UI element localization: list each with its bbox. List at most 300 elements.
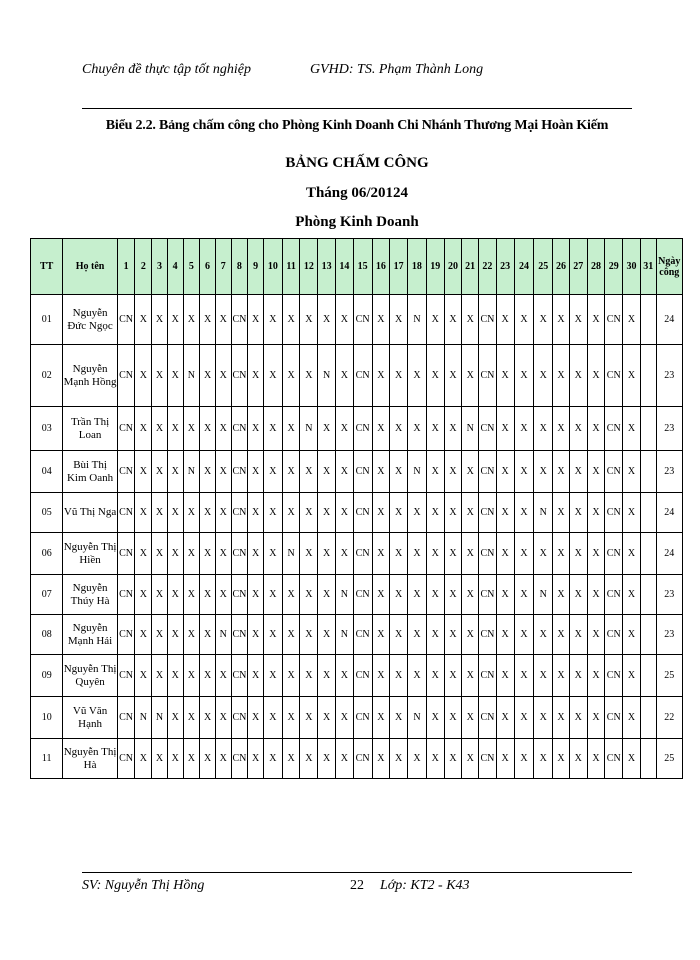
- attendance-mark: N: [534, 493, 553, 533]
- employee-name: Nguyễn Thúy Hà: [63, 575, 117, 615]
- attendance-mark: X: [587, 493, 605, 533]
- attendance-mark: X: [183, 533, 200, 575]
- employee-name: Vũ Văn Hạnh: [63, 697, 117, 739]
- attendance-mark: X: [300, 739, 318, 779]
- attendance-mark: X: [183, 655, 200, 697]
- attendance-mark: X: [444, 739, 462, 779]
- attendance-mark: X: [152, 345, 168, 407]
- attendance-mark: X: [462, 655, 479, 697]
- attendance-mark: X: [623, 533, 641, 575]
- attendance-mark: X: [408, 739, 427, 779]
- attendance-mark: X: [587, 615, 605, 655]
- column-header-day: 10: [263, 239, 282, 295]
- column-header-day: 4: [167, 239, 183, 295]
- attendance-mark: [640, 533, 656, 575]
- attendance-mark: X: [444, 493, 462, 533]
- attendance-mark: X: [426, 575, 444, 615]
- employee-name: Vũ Thị Nga: [63, 493, 117, 533]
- attendance-mark: X: [263, 697, 282, 739]
- row-number: 04: [31, 451, 63, 493]
- attendance-mark: X: [553, 345, 570, 407]
- attendance-mark: X: [248, 451, 264, 493]
- attendance-mark: X: [426, 295, 444, 345]
- attendance-mark: X: [200, 407, 216, 451]
- attendance-mark: X: [335, 493, 353, 533]
- attendance-mark: X: [372, 615, 390, 655]
- attendance-mark: X: [390, 407, 408, 451]
- row-number: 10: [31, 697, 63, 739]
- attendance-mark: X: [462, 615, 479, 655]
- attendance-mark: X: [534, 697, 553, 739]
- attendance-mark: X: [215, 451, 231, 493]
- attendance-mark: N: [318, 345, 336, 407]
- attendance-mark: X: [514, 345, 534, 407]
- attendance-mark: X: [587, 345, 605, 407]
- attendance-mark: X: [514, 493, 534, 533]
- attendance-mark: X: [390, 697, 408, 739]
- workday-total: 23: [656, 345, 682, 407]
- attendance-mark: X: [623, 451, 641, 493]
- employee-name: Nguyễn Mạnh Hải: [63, 615, 117, 655]
- attendance-mark: X: [282, 407, 300, 451]
- attendance-mark: X: [496, 493, 514, 533]
- column-header-day: 17: [390, 239, 408, 295]
- row-number: 11: [31, 739, 63, 779]
- attendance-mark: X: [263, 575, 282, 615]
- attendance-mark: X: [534, 655, 553, 697]
- column-header-day: 7: [215, 239, 231, 295]
- attendance-mark: N: [335, 615, 353, 655]
- attendance-mark: X: [496, 739, 514, 779]
- attendance-mark: X: [135, 655, 152, 697]
- table-row: [31, 615, 683, 655]
- attendance-mark: X: [496, 575, 514, 615]
- attendance-mark: X: [426, 533, 444, 575]
- table-row: [31, 655, 683, 697]
- attendance-mark: X: [569, 493, 587, 533]
- attendance-mark: CN: [605, 345, 623, 407]
- attendance-mark: X: [263, 295, 282, 345]
- attendance-mark: X: [426, 655, 444, 697]
- attendance-mark: X: [215, 493, 231, 533]
- attendance-mark: N: [215, 615, 231, 655]
- attendance-mark: CN: [117, 407, 135, 451]
- attendance-mark: X: [215, 697, 231, 739]
- attendance-mark: X: [569, 575, 587, 615]
- attendance-mark: N: [462, 407, 479, 451]
- attendance-mark: N: [183, 345, 200, 407]
- attendance-mark: X: [587, 697, 605, 739]
- attendance-mark: X: [426, 451, 444, 493]
- footer-student: SV: Nguyễn Thị Hồng: [82, 878, 205, 893]
- attendance-mark: CN: [353, 295, 372, 345]
- attendance-mark: X: [372, 655, 390, 697]
- attendance-mark: X: [372, 345, 390, 407]
- attendance-mark: X: [300, 345, 318, 407]
- attendance-mark: X: [444, 451, 462, 493]
- table-row: [31, 739, 683, 779]
- attendance-mark: X: [200, 345, 216, 407]
- attendance-mark: X: [514, 295, 534, 345]
- attendance-mark: X: [444, 295, 462, 345]
- attendance-mark: X: [390, 295, 408, 345]
- attendance-mark: X: [390, 615, 408, 655]
- column-header-day: 24: [514, 239, 534, 295]
- attendance-mark: CN: [353, 697, 372, 739]
- attendance-mark: X: [444, 345, 462, 407]
- attendance-mark: N: [135, 697, 152, 739]
- attendance-mark: X: [200, 697, 216, 739]
- attendance-mark: CN: [117, 615, 135, 655]
- attendance-mark: CN: [605, 697, 623, 739]
- attendance-mark: X: [318, 295, 336, 345]
- attendance-mark: X: [534, 739, 553, 779]
- column-header-day: 25: [534, 239, 553, 295]
- attendance-mark: X: [282, 493, 300, 533]
- attendance-mark: X: [167, 533, 183, 575]
- table-row: [31, 493, 683, 533]
- table-row: [31, 345, 683, 407]
- attendance-mark: CN: [231, 655, 248, 697]
- footer-class: Lớp: KT2 - K43: [380, 878, 470, 893]
- attendance-mark: X: [282, 295, 300, 345]
- workday-total: 25: [656, 655, 682, 697]
- attendance-mark: X: [426, 493, 444, 533]
- attendance-mark: X: [587, 451, 605, 493]
- attendance-mark: X: [587, 655, 605, 697]
- attendance-mark: X: [462, 493, 479, 533]
- attendance-mark: X: [167, 575, 183, 615]
- column-header-day: 27: [569, 239, 587, 295]
- attendance-mark: X: [152, 615, 168, 655]
- attendance-mark: X: [553, 615, 570, 655]
- attendance-mark: X: [152, 451, 168, 493]
- attendance-mark: [640, 739, 656, 779]
- attendance-mark: X: [553, 575, 570, 615]
- attendance-mark: X: [587, 739, 605, 779]
- attendance-mark: X: [514, 451, 534, 493]
- attendance-mark: X: [390, 575, 408, 615]
- attendance-mark: X: [200, 655, 216, 697]
- attendance-mark: X: [534, 615, 553, 655]
- attendance-mark: X: [408, 615, 427, 655]
- attendance-mark: X: [462, 295, 479, 345]
- attendance-mark: X: [135, 533, 152, 575]
- workday-total: 23: [656, 407, 682, 451]
- attendance-mark: X: [335, 345, 353, 407]
- attendance-mark: N: [335, 575, 353, 615]
- attendance-mark: X: [534, 295, 553, 345]
- attendance-mark: CN: [353, 407, 372, 451]
- attendance-mark: X: [282, 615, 300, 655]
- attendance-mark: X: [263, 493, 282, 533]
- employee-name: Trần Thị Loan: [63, 407, 117, 451]
- attendance-mark: CN: [117, 533, 135, 575]
- attendance-mark: N: [534, 575, 553, 615]
- attendance-mark: X: [200, 533, 216, 575]
- workday-total: 25: [656, 739, 682, 779]
- column-header-day: 31: [640, 239, 656, 295]
- attendance-mark: X: [300, 697, 318, 739]
- row-number: 09: [31, 655, 63, 697]
- attendance-mark: X: [200, 295, 216, 345]
- attendance-mark: CN: [231, 533, 248, 575]
- attendance-mark: N: [152, 697, 168, 739]
- attendance-mark: X: [408, 407, 427, 451]
- attendance-mark: X: [462, 575, 479, 615]
- attendance-mark: X: [390, 493, 408, 533]
- attendance-mark: X: [390, 345, 408, 407]
- attendance-mark: CN: [117, 451, 135, 493]
- attendance-mark: CN: [117, 575, 135, 615]
- attendance-mark: X: [167, 451, 183, 493]
- attendance-mark: X: [534, 345, 553, 407]
- attendance-mark: X: [200, 615, 216, 655]
- attendance-mark: X: [152, 407, 168, 451]
- table-caption: Biểu 2.2. Bảng chấm công cho Phòng Kinh Doanh Chi Nhánh Thương Mại Hoàn Kiếm: [105, 118, 609, 133]
- column-header-tt: TT: [31, 239, 63, 295]
- attendance-mark: N: [282, 533, 300, 575]
- attendance-mark: X: [514, 615, 534, 655]
- attendance-mark: CN: [605, 407, 623, 451]
- attendance-mark: CN: [479, 697, 497, 739]
- attendance-mark: X: [215, 407, 231, 451]
- attendance-mark: CN: [479, 739, 497, 779]
- attendance-mark: X: [444, 615, 462, 655]
- attendance-mark: CN: [605, 739, 623, 779]
- attendance-mark: X: [623, 615, 641, 655]
- attendance-mark: X: [390, 655, 408, 697]
- workday-total: 24: [656, 533, 682, 575]
- attendance-mark: X: [248, 575, 264, 615]
- attendance-mark: X: [426, 739, 444, 779]
- attendance-mark: CN: [479, 407, 497, 451]
- attendance-mark: X: [263, 451, 282, 493]
- attendance-mark: X: [282, 451, 300, 493]
- employee-name: Bùi Thị Kim Oanh: [63, 451, 117, 493]
- attendance-mark: X: [408, 345, 427, 407]
- attendance-mark: X: [248, 407, 264, 451]
- column-header-day: 5: [183, 239, 200, 295]
- attendance-mark: X: [200, 451, 216, 493]
- attendance-mark: CN: [231, 493, 248, 533]
- attendance-mark: X: [553, 451, 570, 493]
- row-number: 05: [31, 493, 63, 533]
- attendance-mark: CN: [479, 575, 497, 615]
- attendance-mark: CN: [353, 345, 372, 407]
- attendance-mark: CN: [605, 615, 623, 655]
- attendance-mark: X: [200, 575, 216, 615]
- attendance-mark: X: [587, 533, 605, 575]
- attendance-mark: X: [623, 493, 641, 533]
- attendance-mark: X: [623, 655, 641, 697]
- column-header-day: 8: [231, 239, 248, 295]
- attendance-mark: X: [553, 407, 570, 451]
- attendance-mark: X: [426, 697, 444, 739]
- attendance-mark: X: [135, 575, 152, 615]
- attendance-mark: CN: [117, 655, 135, 697]
- row-number: 06: [31, 533, 63, 575]
- attendance-mark: X: [569, 655, 587, 697]
- attendance-mark: X: [183, 407, 200, 451]
- attendance-mark: X: [167, 493, 183, 533]
- attendance-mark: X: [569, 295, 587, 345]
- attendance-mark: X: [587, 295, 605, 345]
- attendance-mark: X: [426, 407, 444, 451]
- attendance-mark: X: [335, 295, 353, 345]
- attendance-mark: X: [248, 615, 264, 655]
- attendance-mark: X: [300, 451, 318, 493]
- attendance-mark: X: [300, 655, 318, 697]
- attendance-mark: X: [444, 655, 462, 697]
- attendance-mark: CN: [353, 575, 372, 615]
- attendance-mark: X: [496, 533, 514, 575]
- attendance-mark: CN: [605, 295, 623, 345]
- employee-name: Nguyễn Thị Quyên: [63, 655, 117, 697]
- attendance-mark: N: [408, 295, 427, 345]
- attendance-mark: X: [444, 697, 462, 739]
- attendance-mark: X: [623, 345, 641, 407]
- attendance-mark: X: [408, 655, 427, 697]
- workday-total: 24: [656, 295, 682, 345]
- attendance-mark: X: [390, 739, 408, 779]
- attendance-mark: X: [390, 533, 408, 575]
- footer-page-number: 22: [350, 878, 364, 893]
- workday-total: 23: [656, 575, 682, 615]
- attendance-mark: X: [248, 655, 264, 697]
- attendance-mark: X: [553, 655, 570, 697]
- attendance-mark: CN: [353, 615, 372, 655]
- attendance-mark: CN: [117, 295, 135, 345]
- attendance-mark: CN: [117, 345, 135, 407]
- attendance-mark: X: [496, 697, 514, 739]
- attendance-mark: X: [318, 655, 336, 697]
- column-header-day: 6: [200, 239, 216, 295]
- attendance-mark: X: [534, 451, 553, 493]
- attendance-mark: CN: [605, 451, 623, 493]
- attendance-mark: X: [534, 533, 553, 575]
- attendance-mark: X: [248, 345, 264, 407]
- attendance-mark: X: [135, 295, 152, 345]
- attendance-mark: X: [318, 575, 336, 615]
- attendance-mark: X: [569, 407, 587, 451]
- attendance-mark: X: [372, 493, 390, 533]
- attendance-mark: X: [282, 575, 300, 615]
- row-number: 02: [31, 345, 63, 407]
- attendance-mark: CN: [231, 697, 248, 739]
- attendance-mark: X: [215, 295, 231, 345]
- attendance-mark: [640, 345, 656, 407]
- column-header-total: Ngày công: [656, 239, 682, 295]
- attendance-mark: X: [183, 575, 200, 615]
- column-header-day: 3: [152, 239, 168, 295]
- attendance-mark: X: [335, 451, 353, 493]
- attendance-mark: X: [514, 575, 534, 615]
- attendance-mark: X: [569, 345, 587, 407]
- attendance-mark: CN: [479, 533, 497, 575]
- attendance-mark: [640, 451, 656, 493]
- attendance-mark: CN: [117, 739, 135, 779]
- table-row: [31, 451, 683, 493]
- column-header-day: 28: [587, 239, 605, 295]
- attendance-mark: X: [183, 493, 200, 533]
- attendance-mark: X: [553, 697, 570, 739]
- attendance-mark: X: [300, 493, 318, 533]
- attendance-mark: X: [135, 615, 152, 655]
- column-header-day: 14: [335, 239, 353, 295]
- attendance-mark: [640, 295, 656, 345]
- attendance-mark: X: [215, 345, 231, 407]
- attendance-mark: X: [569, 451, 587, 493]
- attendance-mark: X: [215, 575, 231, 615]
- attendance-mark: CN: [231, 345, 248, 407]
- attendance-mark: X: [318, 615, 336, 655]
- attendance-mark: CN: [479, 451, 497, 493]
- workday-total: 22: [656, 697, 682, 739]
- attendance-mark: X: [444, 533, 462, 575]
- attendance-mark: X: [569, 697, 587, 739]
- attendance-mark: CN: [353, 493, 372, 533]
- attendance-mark: CN: [605, 493, 623, 533]
- attendance-mark: X: [152, 533, 168, 575]
- attendance-mark: X: [135, 345, 152, 407]
- attendance-mark: X: [135, 451, 152, 493]
- attendance-mark: X: [462, 451, 479, 493]
- attendance-mark: X: [496, 615, 514, 655]
- attendance-mark: X: [514, 533, 534, 575]
- attendance-mark: X: [372, 295, 390, 345]
- attendance-mark: X: [335, 739, 353, 779]
- page-header: [82, 58, 632, 82]
- attendance-mark: CN: [231, 295, 248, 345]
- attendance-mark: X: [282, 345, 300, 407]
- attendance-mark: X: [263, 407, 282, 451]
- column-header-day: 22: [479, 239, 497, 295]
- attendance-mark: [640, 655, 656, 697]
- attendance-mark: X: [318, 697, 336, 739]
- attendance-mark: X: [200, 493, 216, 533]
- table-header-row: [31, 239, 683, 295]
- attendance-mark: X: [167, 697, 183, 739]
- table-row: [31, 575, 683, 615]
- column-header-day: 2: [135, 239, 152, 295]
- workday-total: 23: [656, 451, 682, 493]
- attendance-mark: X: [587, 575, 605, 615]
- attendance-mark: X: [372, 533, 390, 575]
- attendance-mark: X: [514, 655, 534, 697]
- attendance-mark: X: [167, 345, 183, 407]
- attendance-mark: X: [623, 575, 641, 615]
- attendance-mark: X: [167, 295, 183, 345]
- attendance-mark: X: [444, 407, 462, 451]
- attendance-mark: X: [623, 295, 641, 345]
- attendance-mark: CN: [479, 345, 497, 407]
- attendance-mark: X: [372, 407, 390, 451]
- attendance-mark: X: [462, 533, 479, 575]
- column-header-day: 18: [408, 239, 427, 295]
- column-header-day: 16: [372, 239, 390, 295]
- attendance-mark: CN: [231, 739, 248, 779]
- attendance-mark: X: [408, 575, 427, 615]
- employee-name: Nguyễn Đức Ngọc: [63, 295, 117, 345]
- attendance-mark: X: [152, 493, 168, 533]
- attendance-mark: X: [152, 655, 168, 697]
- attendance-mark: CN: [479, 655, 497, 697]
- header-rule: [82, 108, 632, 109]
- attendance-mark: X: [248, 697, 264, 739]
- workday-total: 23: [656, 615, 682, 655]
- attendance-mark: X: [623, 697, 641, 739]
